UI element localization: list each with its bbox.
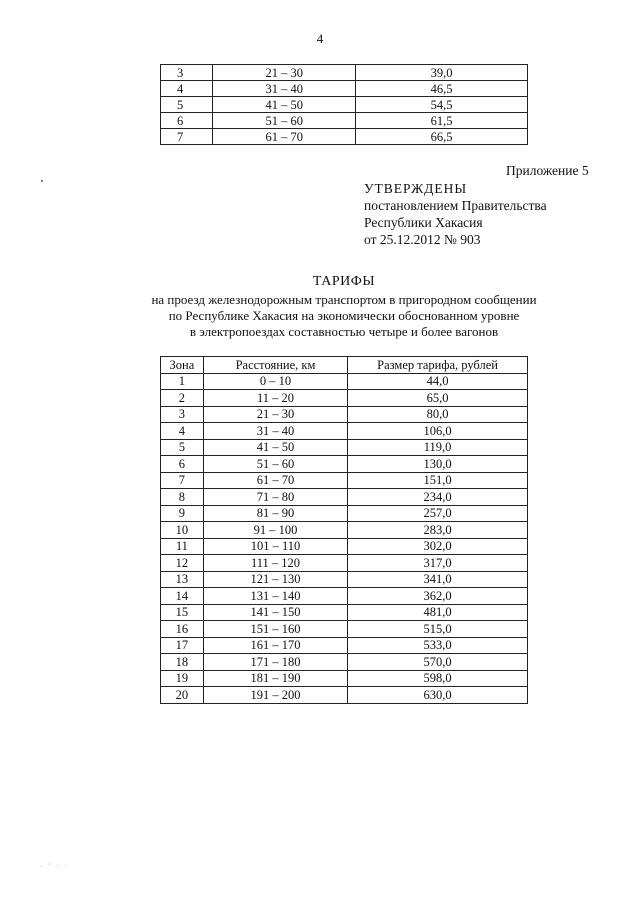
continuation-table	[160, 64, 528, 145]
table-row	[161, 456, 528, 473]
table-row	[161, 489, 528, 506]
table-row	[161, 637, 528, 654]
cell-fare: 317,0	[348, 555, 528, 572]
scan-marks: · ' · ·	[40, 862, 70, 871]
document-subtitle	[0, 292, 640, 340]
cell-fare: 130,0	[348, 456, 528, 473]
cell-fare: 598,0	[348, 670, 528, 687]
cell-fare: 54,5	[356, 97, 528, 113]
table-row	[161, 505, 528, 522]
cell-distance: 111 – 120	[203, 555, 347, 572]
cell-zone: 8	[161, 489, 204, 506]
cell-distance: 151 – 160	[203, 621, 347, 638]
cell-distance: 31 – 40	[203, 423, 347, 440]
table-row	[161, 65, 528, 81]
cell-distance: 21 – 30	[203, 406, 347, 423]
table-row	[161, 406, 528, 423]
cell-zone: 9	[161, 505, 204, 522]
cell-distance: 61 – 70	[213, 129, 356, 145]
header-fare: Размер тарифа, рублей	[348, 357, 528, 374]
table-row	[161, 588, 528, 605]
header-zone: Зона	[161, 357, 204, 374]
cell-fare: 283,0	[348, 522, 528, 539]
table-row	[161, 654, 528, 671]
cell-fare: 533,0	[348, 637, 528, 654]
cell-distance: 101 – 110	[203, 538, 347, 555]
cell-zone: 2	[161, 390, 204, 407]
subtitle-line-3: в электропоездах составностью четыре и более вагонов	[189, 324, 499, 339]
cell-distance: 91 – 100	[203, 522, 347, 539]
cell-distance: 41 – 50	[213, 97, 356, 113]
table-row	[161, 390, 528, 407]
cell-fare: 515,0	[348, 621, 528, 638]
cell-zone: 1	[161, 373, 204, 390]
approval-line-1: постановлением Правительства	[364, 198, 547, 213]
cell-zone: 6	[161, 456, 204, 473]
cell-zone: 7	[161, 129, 213, 145]
table-row	[161, 81, 528, 97]
cell-zone: 12	[161, 555, 204, 572]
cell-zone: 20	[161, 687, 204, 704]
cell-distance: 61 – 70	[203, 472, 347, 489]
cell-zone: 5	[161, 439, 204, 456]
cell-zone: 18	[161, 654, 204, 671]
cell-zone: 3	[161, 406, 204, 423]
appendix-label: Приложение 5	[506, 163, 589, 178]
table-row	[161, 555, 528, 572]
cell-fare: 151,0	[348, 472, 528, 489]
table-row	[161, 113, 528, 129]
cell-zone: 4	[161, 423, 204, 440]
cell-zone: 16	[161, 621, 204, 638]
tariff-table	[160, 356, 528, 704]
cell-distance: 41 – 50	[203, 439, 347, 456]
cell-fare: 61,5	[356, 113, 528, 129]
cell-fare: 44,0	[348, 373, 528, 390]
cell-fare: 119,0	[348, 439, 528, 456]
approval-heading: УТВЕРЖДЕНЫ	[364, 181, 468, 196]
tariff-table-body	[161, 373, 528, 703]
cell-distance: 0 – 10	[203, 373, 347, 390]
continuation-table-body	[161, 65, 528, 145]
page-number: 4	[316, 31, 324, 46]
table-row	[161, 687, 528, 704]
approval-line-2: Республики Хакасия	[364, 215, 483, 230]
cell-zone: 19	[161, 670, 204, 687]
cell-distance: 181 – 190	[203, 670, 347, 687]
cell-fare: 341,0	[348, 571, 528, 588]
cell-zone: 14	[161, 588, 204, 605]
cell-distance: 121 – 130	[203, 571, 347, 588]
cell-zone: 10	[161, 522, 204, 539]
cell-fare: 234,0	[348, 489, 528, 506]
cell-zone: 11	[161, 538, 204, 555]
tariff-table-header	[161, 357, 528, 374]
approval-block	[364, 180, 547, 248]
cell-fare: 481,0	[348, 604, 528, 621]
cell-distance: 191 – 200	[203, 687, 347, 704]
scan-speck	[41, 180, 43, 182]
table-row	[161, 604, 528, 621]
table-row	[161, 522, 528, 539]
cell-distance: 131 – 140	[203, 588, 347, 605]
cell-distance: 31 – 40	[213, 81, 356, 97]
cell-zone: 17	[161, 637, 204, 654]
cell-fare: 302,0	[348, 538, 528, 555]
subtitle-line-2: по Республике Хакасия на экономически обоснованном уровне	[168, 308, 520, 323]
cell-distance: 171 – 180	[203, 654, 347, 671]
cell-distance: 21 – 30	[213, 65, 356, 81]
cell-zone: 6	[161, 113, 213, 129]
cell-zone: 3	[161, 65, 213, 81]
table-row	[161, 472, 528, 489]
cell-zone: 5	[161, 97, 213, 113]
cell-distance: 141 – 150	[203, 604, 347, 621]
cell-fare: 65,0	[348, 390, 528, 407]
cell-zone: 4	[161, 81, 213, 97]
subtitle-line-1: на проезд железнодорожным транспортом в пригородном сообщении	[151, 292, 537, 307]
table-row	[161, 423, 528, 440]
cell-distance: 81 – 90	[203, 505, 347, 522]
cell-fare: 362,0	[348, 588, 528, 605]
table-row	[161, 538, 528, 555]
cell-distance: 51 – 60	[203, 456, 347, 473]
table-row	[161, 373, 528, 390]
header-distance: Расстояние, км	[203, 357, 347, 374]
cell-fare: 106,0	[348, 423, 528, 440]
table-row	[161, 670, 528, 687]
table-row	[161, 129, 528, 145]
cell-zone: 13	[161, 571, 204, 588]
cell-fare: 39,0	[356, 65, 528, 81]
cell-zone: 7	[161, 472, 204, 489]
cell-distance: 51 – 60	[213, 113, 356, 129]
cell-fare: 66,5	[356, 129, 528, 145]
cell-fare: 570,0	[348, 654, 528, 671]
cell-distance: 11 – 20	[203, 390, 347, 407]
cell-distance: 71 – 80	[203, 489, 347, 506]
cell-distance: 161 – 170	[203, 637, 347, 654]
approval-line-3: от 25.12.2012 № 903	[364, 232, 481, 247]
document-title: ТАРИФЫ	[312, 274, 376, 289]
table-row	[161, 439, 528, 456]
table-row	[161, 621, 528, 638]
cell-zone: 15	[161, 604, 204, 621]
table-row	[161, 97, 528, 113]
cell-fare: 630,0	[348, 687, 528, 704]
cell-fare: 46,5	[356, 81, 528, 97]
cell-fare: 80,0	[348, 406, 528, 423]
table-row	[161, 571, 528, 588]
cell-fare: 257,0	[348, 505, 528, 522]
header-row	[161, 357, 528, 374]
